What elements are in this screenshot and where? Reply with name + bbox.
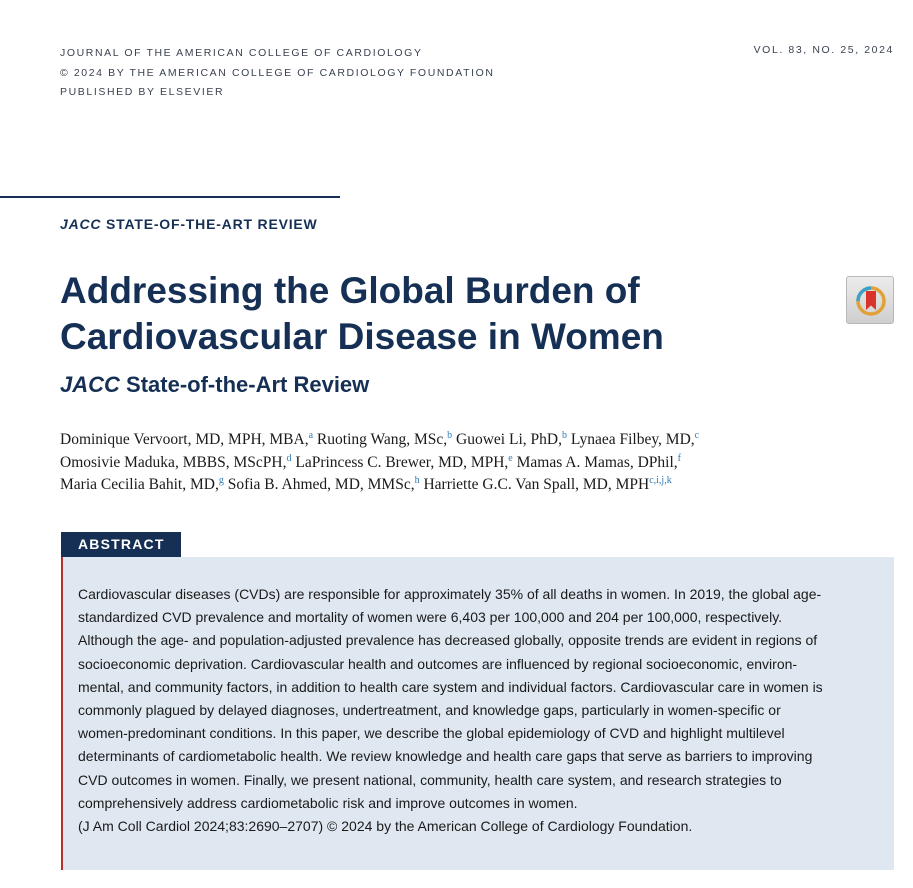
author-affiliation[interactable]: e [508,452,513,464]
journal-header [60,44,495,103]
subtitle-journal-abbrev: JACC [60,372,120,397]
abstract-line: women-predominant conditions. In this paper, we describe the global epidemiology of CVD and highlight multilevel [78,725,785,742]
volume-info: VOL. 83, NO. 25, 2024 [753,44,894,56]
abstract-line: standardized CVD prevalence and mortality of women were 6,403 per 100,000 and 204 per 100,000, respectively. [78,609,783,626]
author-affiliation[interactable]: f [677,452,681,464]
author-name: Maria Cecilia Bahit, MD, [60,476,219,493]
author-name: Lynaea Filbey, MD, [570,431,695,448]
article-subtitle [60,372,369,398]
author-line [60,429,900,452]
author-affiliation[interactable]: b [561,429,567,441]
crossmark-update-icon[interactable] [846,276,894,324]
author-affiliation[interactable]: c,i,j,k [649,474,672,486]
author-name: Sofia B. Ahmed, MD, MMSc, [227,476,415,493]
author-affiliation[interactable]: c [694,429,700,441]
author-affiliation[interactable]: a [308,429,314,441]
abstract-line: (J Am Coll Cardiol 2024;83:2690–2707) © 2024 by the American College of Cardiology Foundation. [78,818,693,835]
abstract-line: socioeconomic deprivation. Cardiovascular health and outcomes are influenced by regional socioeconomic, environ- [78,655,798,672]
author-name: Dominique Vervoort, MD, MPH, MBA, [60,431,309,448]
abstract-line: Although the age- and population-adjusted prevalence has decreased globally, opposite trends are evident in regions of [78,632,818,649]
abstract-line: commonly plagued by delayed diagnoses, undertreatment, and knowledge gaps, particularly in women-specific or [78,702,781,719]
title-line-1: Addressing the Global Burden of [60,270,640,311]
author-line [60,474,900,497]
title-line-2: Cardiovascular Disease in Women [60,316,664,357]
copyright-line: © 2024 BY THE AMERICAN COLLEGE OF CARDIOLOGY FOUNDATION [60,66,495,79]
abstract-line: Cardiovascular diseases (CVDs) are responsible for approximately 35% of all deaths in women. In 2019, the global age- [78,586,822,602]
abstract-line: mental, and community factors, in addition to health care system and individual factors. Cardiovascular care in women is [78,678,823,695]
subtitle-label: State-of-the-Art Review [126,372,370,397]
abstract-line: CVD outcomes in women. Finally, we present national, community, health care system, and research strategies to [78,771,782,788]
section-divider [0,196,340,198]
article-title [60,268,820,360]
author-name: Ruoting Wang, MSc, [316,431,448,448]
publisher-line: PUBLISHED BY ELSEVIER [60,86,225,98]
author-affiliation[interactable]: h [414,474,420,486]
author-name: Mamas A. Mamas, DPhil, [516,453,678,471]
abstract-heading: ABSTRACT [61,532,181,557]
journal-name: JOURNAL OF THE AMERICAN COLLEGE OF CARDIOLOGY [60,47,423,59]
abstract-line: determinants of cardiometabolic health. We review knowledge and health care gaps that serve as barriers to improving [78,748,813,765]
author-name: Omosivie Maduka, MBBS, MScPH, [60,453,287,471]
abstract-line: comprehensively address cardiometabolic risk and improve outcomes in women. [78,794,578,811]
author-affiliation[interactable]: b [447,429,453,441]
crossmark-icon [853,283,889,319]
author-name: Harriette G.C. Van Spall, MD, MPH [423,476,650,493]
author-list [60,429,900,497]
category-label: STATE-OF-THE-ART REVIEW [106,216,318,232]
article-category [60,216,318,232]
author-name: Guowei Li, PhD, [456,431,562,448]
abstract-body [61,557,894,870]
author-affiliation[interactable]: g [218,474,224,486]
author-name: LaPrincess C. Brewer, MD, MPH, [295,453,509,471]
author-affiliation[interactable]: d [286,452,292,464]
author-line [60,452,900,475]
category-journal-abbrev: JACC [60,216,102,232]
